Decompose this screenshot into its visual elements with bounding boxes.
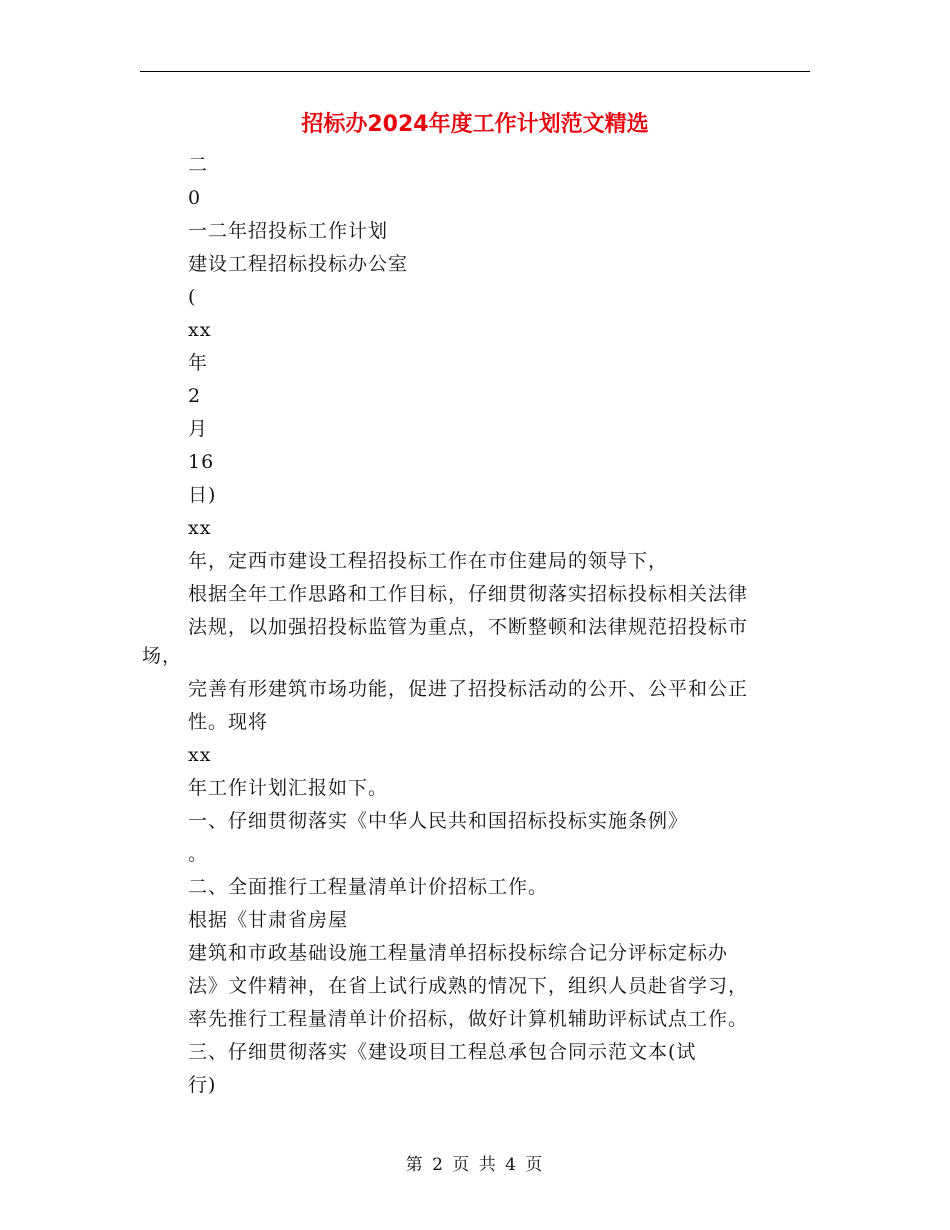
body-line: 日) [188, 484, 217, 506]
body-line: 行) [188, 1074, 217, 1096]
body-line: 法》文件精神，在省上试行成熟的情况下，组织人员赴省学习， [188, 975, 749, 997]
body-line: 完善有形建筑市场功能，促进了招投标活动的公开、公平和公正 [188, 678, 749, 700]
body-line: 二、全面推行工程量清单计价招标工作。 [188, 876, 549, 898]
page-number: 第 2 页 共 4 页 [405, 1155, 545, 1175]
body-line: 率先推行工程量清单计价招标，做好计算机辅助评标试点工作。 [188, 1008, 749, 1030]
body-line: 建设工程招标投标办公室 [188, 253, 409, 275]
body-line: 三、仔细贯彻落实《建设项目工程总承包合同示范文本(试 [188, 1041, 697, 1063]
body-line: 法规，以加强招投标监管为重点，不断整顿和法律规范招投标市 [188, 616, 749, 638]
body-line: 年 [188, 352, 209, 374]
body-line: 年工作计划汇报如下。 [188, 777, 389, 799]
body-line: 16 [188, 451, 215, 473]
body-line: 年，定西市建设工程招投标工作在市住建局的领导下， [188, 550, 669, 572]
header-rule [140, 71, 810, 72]
body-line: xx [188, 319, 212, 341]
body-line: ( [188, 286, 197, 308]
body-line: xx [188, 517, 212, 539]
document-title: 招标办2024年度工作计划范文精选 [301, 112, 649, 137]
body-line: 一、仔细贯彻落实《中华人民共和国招标投标实施条例》 [188, 810, 689, 832]
body-line: 0 [188, 187, 202, 209]
body-line: 场， [142, 645, 183, 667]
body-line: 二 [188, 154, 209, 176]
body-line: 月 [188, 418, 209, 440]
body-line: 性。现将 [188, 711, 269, 733]
body-line: 一二年招投标工作计划 [188, 220, 389, 242]
body-line: 。 [188, 843, 209, 865]
body-line: xx [188, 744, 212, 766]
body-line: 2 [188, 385, 202, 407]
body-line: 建筑和市政基础设施工程量清单招标投标综合记分评标定标办 [188, 942, 729, 964]
body-line: 根据全年工作思路和工作目标，仔细贯彻落实招标投标相关法律 [188, 583, 749, 605]
body-line: 根据《甘肃省房屋 [188, 909, 349, 931]
